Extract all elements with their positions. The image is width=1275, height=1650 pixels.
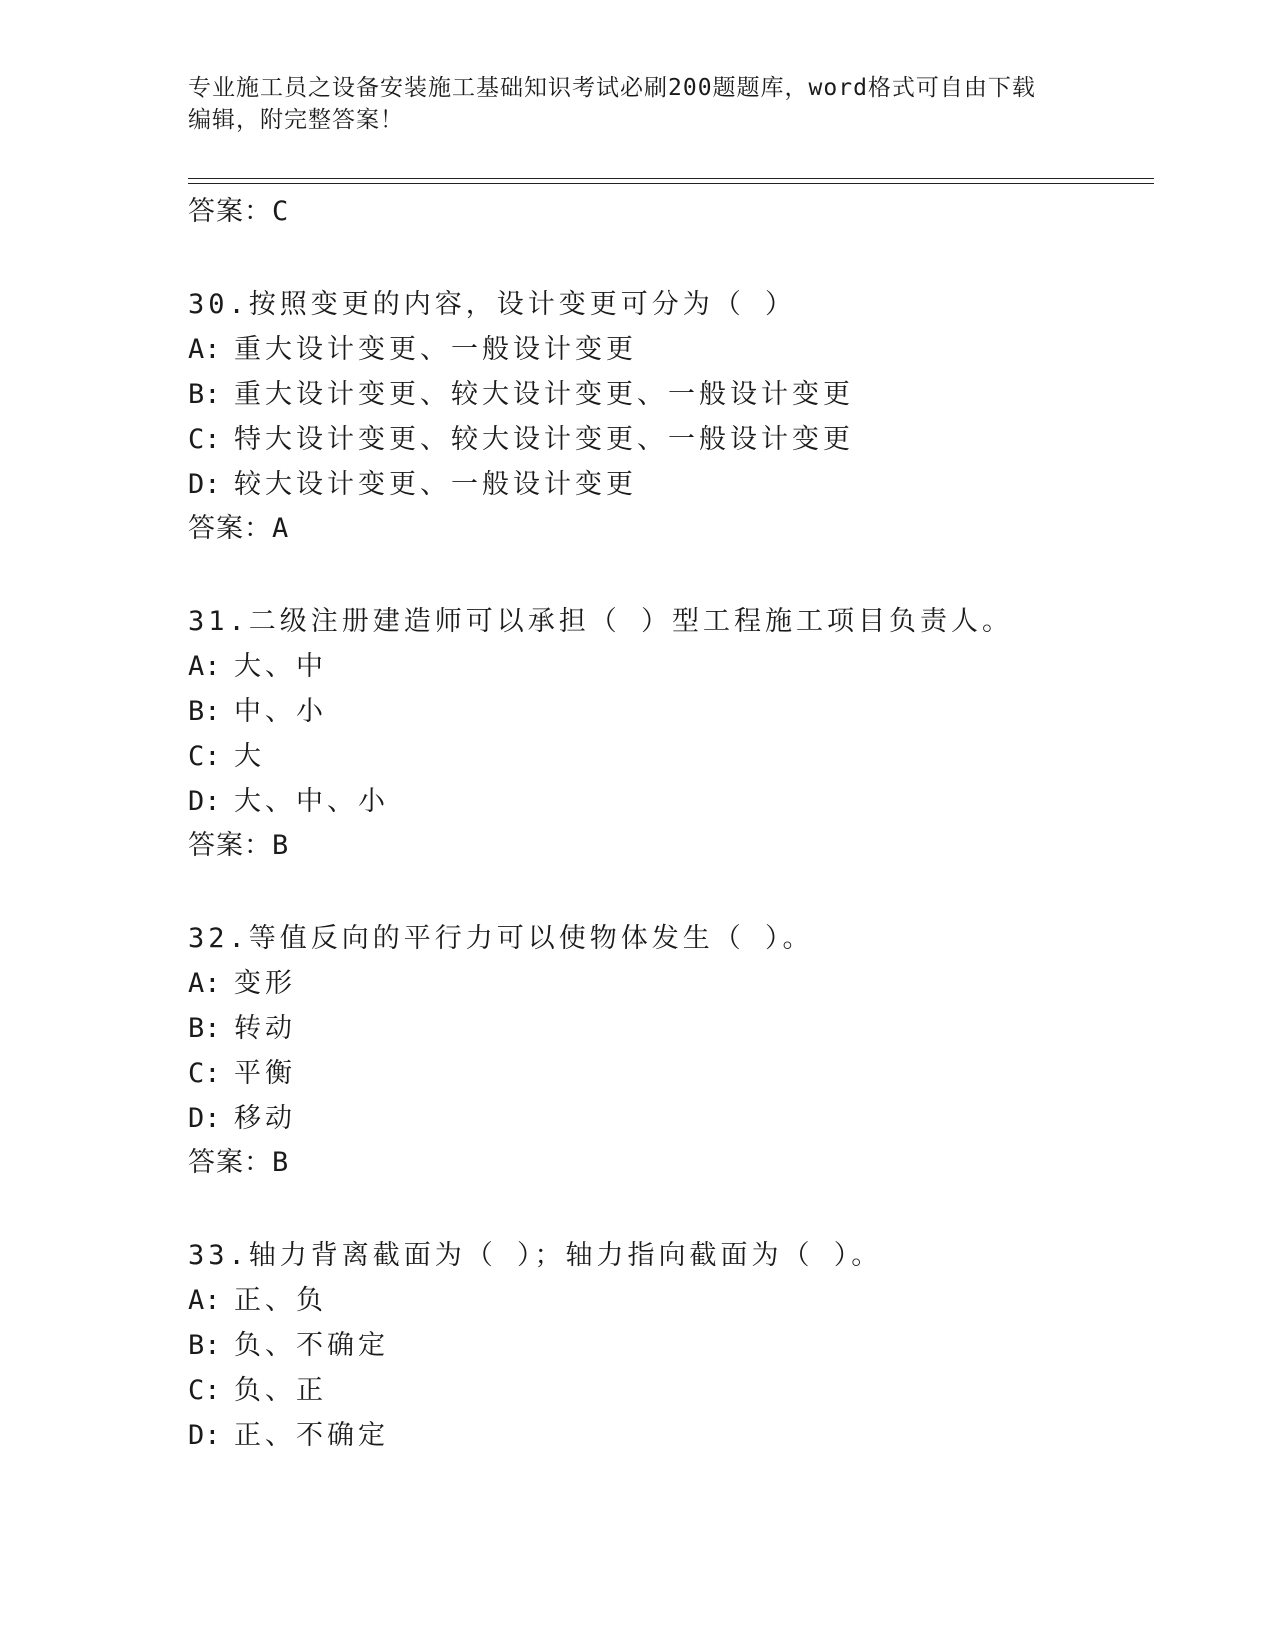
question-title: 33.轴力背离截面为（ ）；轴力指向截面为（ ）。	[188, 1240, 883, 1271]
header-line-1: 专业施工员之设备安装施工基础知识考试必刷200题题库，word格式可自由下载	[188, 75, 1036, 101]
option-text: 大、中	[234, 651, 327, 682]
option-c	[188, 1051, 1148, 1096]
option-key: A:	[188, 968, 221, 999]
option-key: A:	[188, 334, 221, 365]
option-text: 转动	[234, 1013, 296, 1044]
option-a	[188, 644, 1148, 689]
document-header	[188, 72, 1068, 136]
option-text: 中、小	[234, 696, 327, 727]
option-d	[188, 462, 1148, 507]
option-key: C:	[188, 424, 221, 455]
option-key: D:	[188, 786, 221, 817]
answer: 答案：A	[188, 513, 290, 544]
option-key: A:	[188, 1285, 221, 1316]
option-key: D:	[188, 1103, 221, 1134]
option-text: 正、不确定	[234, 1420, 389, 1451]
question-list	[188, 190, 1148, 1458]
option-b	[188, 689, 1148, 734]
option-text: 特大设计变更、较大设计变更、一般设计变更	[234, 424, 854, 455]
option-key: B:	[188, 1013, 221, 1044]
option-key: C:	[188, 741, 221, 772]
option-b	[188, 1006, 1148, 1051]
option-key: B:	[188, 379, 221, 410]
option-text: 大、中、小	[234, 786, 389, 817]
question-33	[188, 1233, 1148, 1458]
question-title: 31.二级注册建造师可以承担（ ）型工程施工项目负责人。	[188, 606, 1014, 637]
option-text: 重大设计变更、较大设计变更、一般设计变更	[234, 379, 854, 410]
header-line-2: 编辑，附完整答案！	[188, 107, 404, 133]
question-31	[188, 599, 1148, 868]
question-title: 30.按照变更的内容，设计变更可分为（ ）	[188, 289, 797, 320]
option-text: 移动	[234, 1103, 296, 1134]
question-title: 32.等值反向的平行力可以使物体发生（ ）。	[188, 923, 814, 954]
option-key: C:	[188, 1058, 221, 1089]
option-text: 变形	[234, 968, 296, 999]
header-divider-bottom	[188, 183, 1154, 184]
option-b	[188, 1323, 1148, 1368]
option-b	[188, 372, 1148, 417]
option-text: 较大设计变更、一般设计变更	[234, 469, 637, 500]
option-text: 大	[234, 741, 265, 772]
header-divider-top	[188, 178, 1154, 179]
option-key: D:	[188, 469, 221, 500]
option-key: A:	[188, 651, 221, 682]
option-text: 平衡	[234, 1058, 296, 1089]
option-text: 重大设计变更、一般设计变更	[234, 334, 637, 365]
option-key: B:	[188, 696, 221, 727]
option-key: D:	[188, 1420, 221, 1451]
answer: 答案：B	[188, 1147, 290, 1178]
option-c	[188, 1368, 1148, 1413]
option-d	[188, 779, 1148, 824]
question-32	[188, 916, 1148, 1185]
option-a	[188, 1278, 1148, 1323]
option-key: B:	[188, 1330, 221, 1361]
option-d	[188, 1413, 1148, 1458]
option-a	[188, 327, 1148, 372]
option-d	[188, 1096, 1148, 1141]
option-text: 负、不确定	[234, 1330, 389, 1361]
option-c	[188, 734, 1148, 779]
option-c	[188, 417, 1148, 462]
option-key: C:	[188, 1375, 221, 1406]
answer-29: 答案：C	[188, 196, 290, 227]
option-a	[188, 961, 1148, 1006]
option-text: 负、正	[234, 1375, 327, 1406]
question-30	[188, 282, 1148, 551]
option-text: 正、负	[234, 1285, 327, 1316]
answer: 答案：B	[188, 830, 290, 861]
